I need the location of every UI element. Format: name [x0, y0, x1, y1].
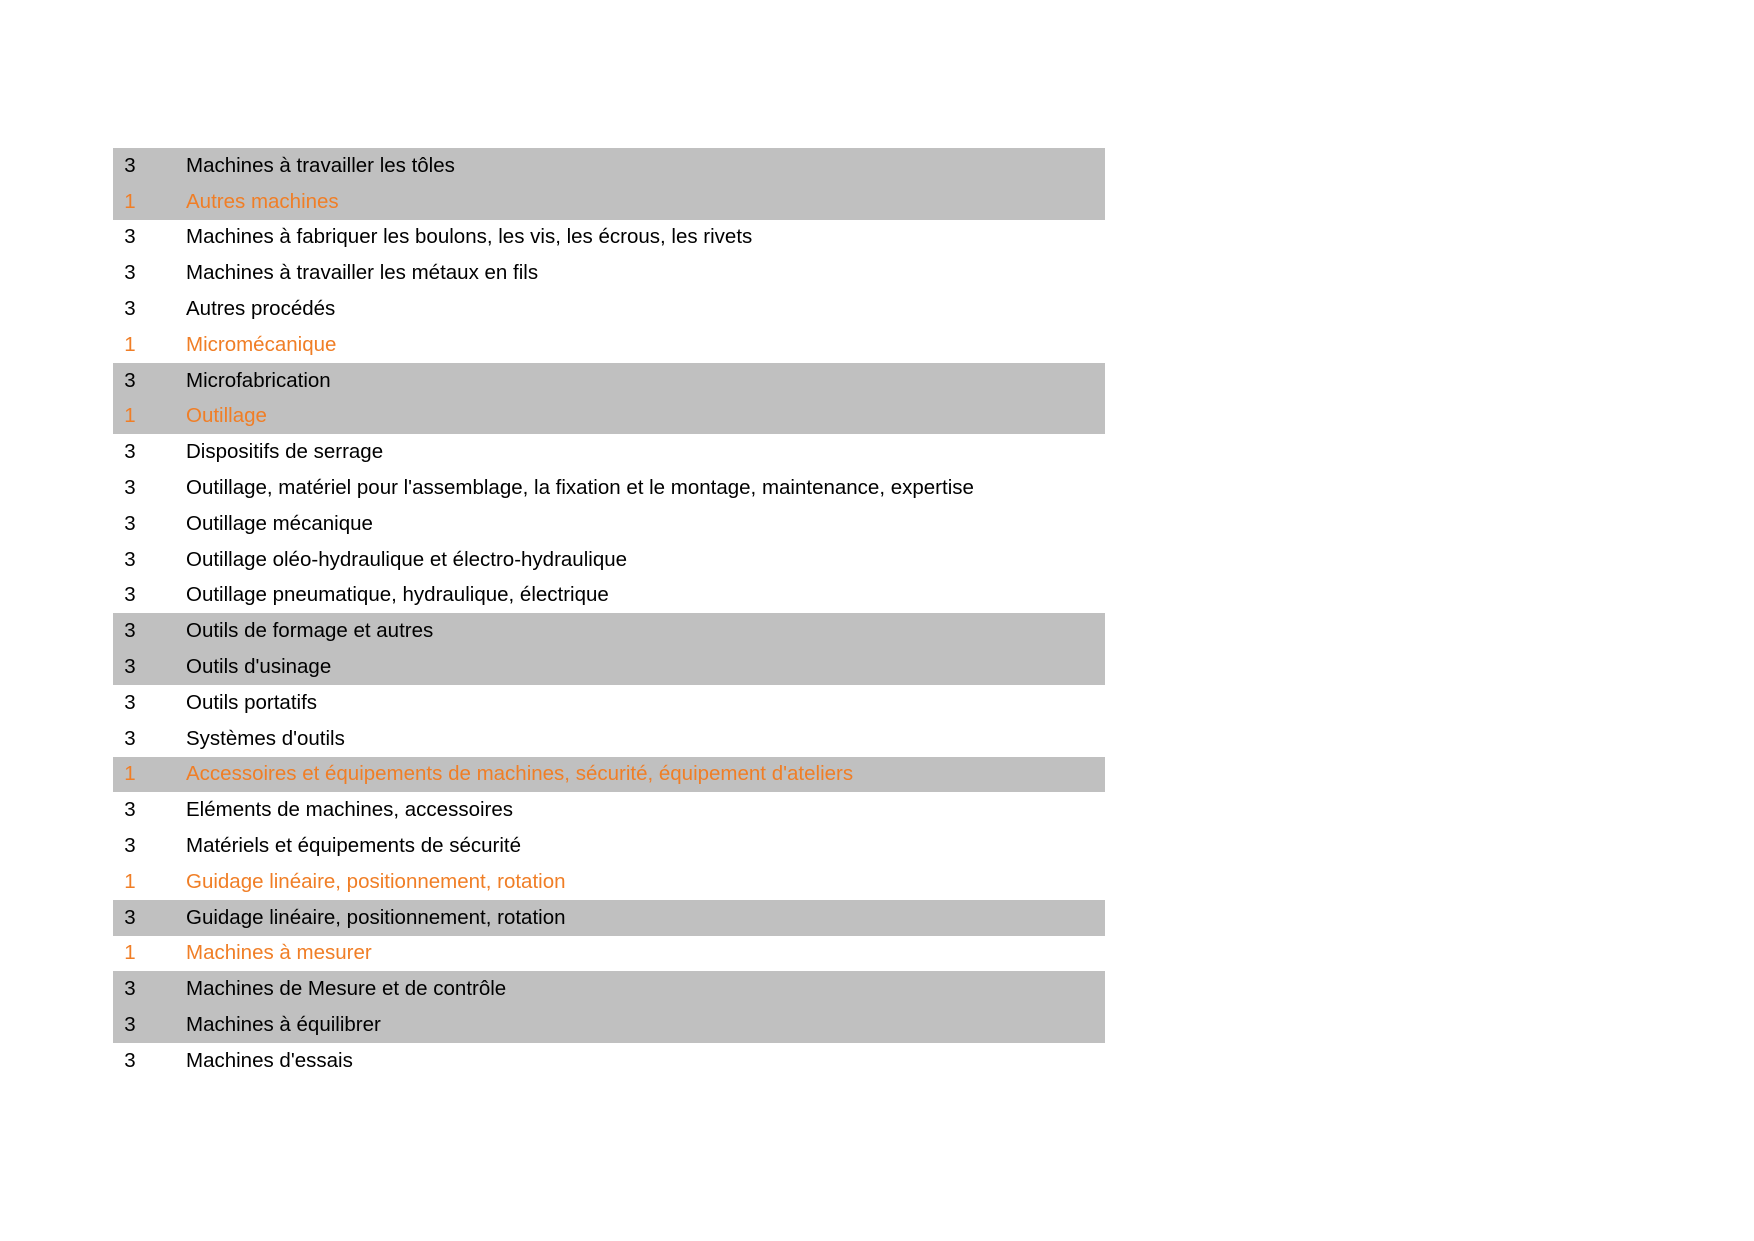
category-heading-row	[113, 864, 1105, 900]
category-label: Microfabrication	[186, 368, 331, 392]
category-label: Outils portatifs	[186, 690, 318, 714]
level-number: 3	[124, 619, 136, 643]
category-item-row	[113, 255, 1105, 291]
category-label: Machines à travailler les tôles	[186, 153, 455, 177]
category-item-row	[113, 434, 1105, 470]
level-number: 3	[124, 476, 136, 500]
category-label: Outils d'usinage	[186, 655, 332, 679]
category-label: Outillage oléo-hydraulique et électro-hydraulique	[186, 547, 628, 571]
category-label: Systèmes d'outils	[186, 726, 345, 750]
level-number: 3	[124, 261, 136, 285]
category-item-row	[113, 470, 1105, 506]
category-item-row	[113, 291, 1105, 327]
category-item-row	[113, 900, 1105, 936]
category-item-row	[113, 578, 1105, 614]
category-label: Outillage mécanique	[186, 511, 373, 535]
level-number: 3	[124, 297, 136, 321]
category-item-row	[113, 792, 1105, 828]
level-number: 3	[124, 153, 136, 177]
category-label: Guidage linéaire, positionnement, rotation	[186, 905, 566, 929]
level-number: 3	[124, 511, 136, 535]
category-label: Machines à fabriquer les boulons, les vis, les écrous, les rivets	[186, 225, 753, 249]
category-item-row	[113, 721, 1105, 757]
level-number: 1	[124, 762, 136, 786]
level-number: 3	[124, 368, 136, 392]
category-label: Guidage linéaire, positionnement, rotation	[186, 869, 566, 893]
level-number: 3	[124, 1048, 136, 1072]
level-number: 3	[124, 726, 136, 750]
category-item-row	[113, 828, 1105, 864]
category-label: Outillage pneumatique, hydraulique, électrique	[186, 583, 609, 607]
category-item-row	[113, 363, 1105, 399]
category-label: Autres machines	[186, 189, 339, 213]
category-label: Dispositifs de serrage	[186, 440, 384, 464]
category-item-row	[113, 542, 1105, 578]
level-number: 3	[124, 583, 136, 607]
category-heading-row	[113, 184, 1105, 220]
category-label: Accessoires et équipements de machines, sécurité, équipement d'ateliers	[186, 762, 854, 786]
category-heading-row	[113, 757, 1105, 793]
category-label: Outillage	[186, 404, 267, 428]
level-number: 3	[124, 690, 136, 714]
category-item-row	[113, 613, 1105, 649]
category-label: Autres procédés	[186, 297, 336, 321]
category-label: Machines de Mesure et de contrôle	[186, 977, 507, 1001]
category-item-row	[113, 685, 1105, 721]
category-item-row	[113, 1043, 1105, 1079]
level-number: 3	[124, 1013, 136, 1037]
level-number: 1	[124, 941, 136, 965]
level-number: 3	[124, 977, 136, 1001]
category-item-row	[113, 971, 1105, 1007]
category-item-row	[113, 220, 1105, 256]
category-item-row	[113, 148, 1105, 184]
category-label: Micromécanique	[186, 332, 337, 356]
category-heading-row	[113, 936, 1105, 972]
category-label: Outillage, matériel pour l'assemblage, la fixation et le montage, maintenance, expertise	[186, 476, 974, 500]
level-number: 3	[124, 225, 136, 249]
category-label: Machines à travailler les métaux en fils	[186, 261, 539, 285]
category-label: Matériels et équipements de sécurité	[186, 834, 522, 858]
level-number: 3	[124, 547, 136, 571]
category-item-row	[113, 1007, 1105, 1043]
category-label: Outils de formage et autres	[186, 619, 434, 643]
category-label: Eléments de machines, accessoires	[186, 798, 514, 822]
level-number: 1	[124, 332, 136, 356]
level-number: 3	[124, 440, 136, 464]
level-number: 3	[124, 905, 136, 929]
category-item-row	[113, 649, 1105, 685]
level-number: 1	[124, 189, 136, 213]
category-label: Machines à mesurer	[186, 941, 372, 965]
level-number: 1	[124, 869, 136, 893]
category-label: Machines d'essais	[186, 1048, 353, 1072]
level-number: 1	[124, 404, 136, 428]
category-label: Machines à équilibrer	[186, 1013, 381, 1037]
category-heading-row	[113, 399, 1105, 435]
level-number: 3	[124, 834, 136, 858]
level-number: 3	[124, 655, 136, 679]
level-number: 3	[124, 798, 136, 822]
category-item-row	[113, 506, 1105, 542]
category-list	[113, 148, 1105, 1079]
category-heading-row	[113, 327, 1105, 363]
